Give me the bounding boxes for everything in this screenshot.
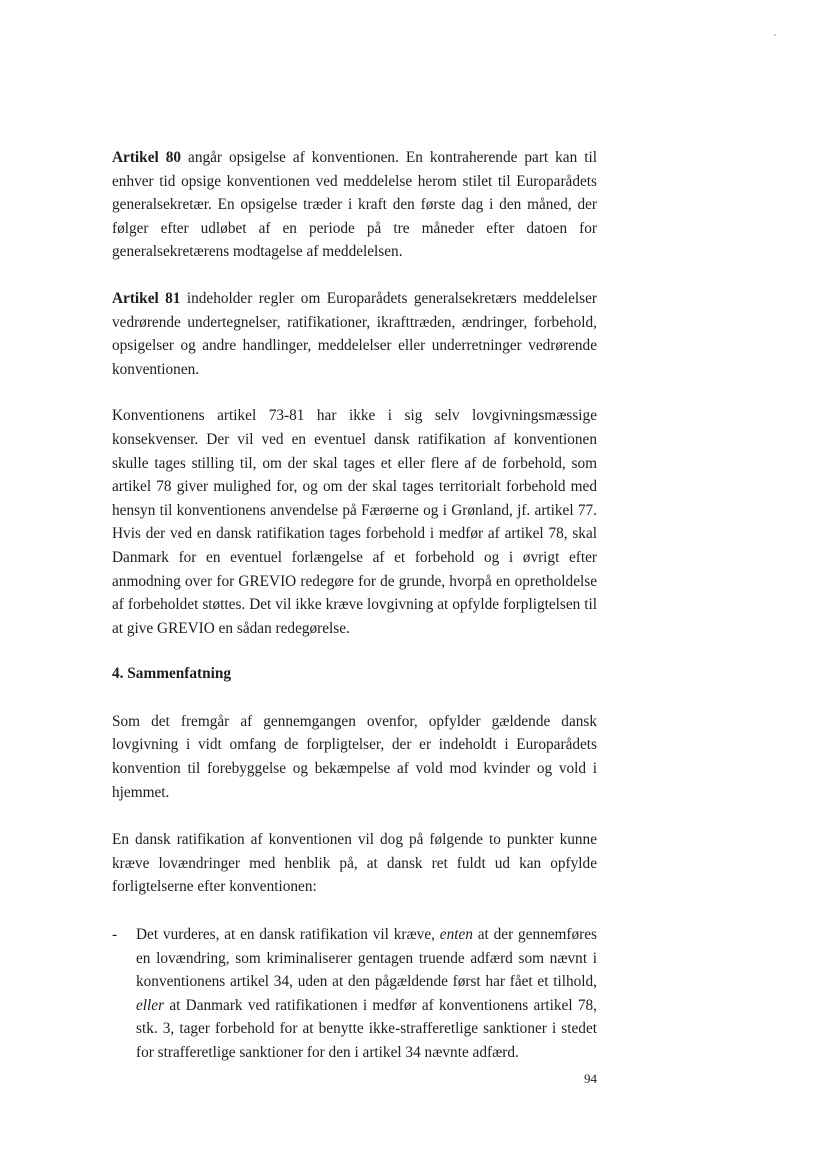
list-item — [112, 923, 597, 1065]
bullet-emphasis-enten: enten — [439, 926, 473, 944]
paragraph-article-80 — [112, 146, 597, 264]
article-80-text: angår opsigelse af konventionen. En kontraherende part kan til enhver tid opsige konventionen ved meddelelse herom stilet til Europarådets generalsekretær. En opsigelse træder i kraft den første dag i den måned, der følger efter udløbet af en periode på tre måneder efter datoen for generalsekretærens modtagelse af meddelelsen. — [112, 149, 597, 261]
scan-speck — [774, 34, 776, 36]
article-81-lead: Artikel 81 — [112, 289, 181, 307]
article-80-lead: Artikel 80 — [112, 149, 182, 166]
bullet-text-part-2: at der gennemføres en lovændring, som kriminaliserer gentagen truende adfærd som nævnt i konventionens artikel 34, uden at den pågældende først har fået et tilhold, — [136, 926, 598, 991]
dash-bullet-marker: - — [112, 926, 118, 944]
page-number: 94 — [584, 1071, 597, 1086]
section-heading: 4. Sammenfatning — [112, 665, 231, 683]
bullet-emphasis-eller: eller — [136, 996, 165, 1014]
paragraph-som-det-fremgaar: Som det fremgår af gennemgangen ovenfor, opfylder gældende dansk lovgivning i vidt omfang de forpligtelser, der er indeholdt i Europarådets konvention til forebyggelse og bekæmpelse af vold mod kvinder og vold i hjemmet. — [112, 712, 597, 801]
article-81-text: indeholder regler om Europarådets generalsekretærs meddelelser vedrørende undertegnelser, ratifikationer, ikrafttræden, ændringer, forbehold, opsigelser og andre handlinger, meddelelser eller underretninger vedrørende konventionen. — [112, 289, 597, 378]
paragraph-konventionens: Konventionens artikel 73-81 har ikke i sig selv lovgivningsmæssige konsekvenser. Der vil ved en eventuel dansk ratifikation af konventionen skulle tages stilling til, om der skal tages et eller flere af de forbehold, som artikel 78 giver mulighed for, og om der skal tages territorialt forbehold med hensyn til konventionens anvendelse på Færøerne og i Grønland, jf. artikel 77. Hvis der ved en dansk ratifikation tages forbehold i medfør af artikel 78, skal Danmark for en eventuel forlængelse af et forbehold og i øvrigt efter anmodning over for GREVIO redegøre for de grunde, hvorpå en opretholdelse af forbeholdet støttes. Det vil ikke kræve lovgivning at opfylde forpligtelsen til at give GREVIO en sådan redegørelse. — [112, 407, 597, 637]
bullet-text-part-1: Det vurderes, at en dansk ratifikation vil kræve, — [136, 926, 440, 944]
paragraph-en-dansk-ratifikation: En dansk ratifikation af konventionen vil dog på følgende to punkter kunne kræve lovændringer med henblik på, at dansk ret fuldt ud kan opfylde forligtelserne efter konventionen: — [112, 831, 597, 896]
bullet-text-part-3: at Danmark ved ratifikationen i medfør af konventionens artikel 78, stk. 3, tager forbehold for at benytte ikke-strafferetlige sanktioner i stedet for strafferetlige sanktioner for den i artikel 34 nævnte adfærd. — [136, 996, 597, 1061]
paragraph-article-81 — [112, 287, 597, 381]
bullet-list — [112, 923, 597, 1065]
document-body — [112, 146, 597, 1065]
